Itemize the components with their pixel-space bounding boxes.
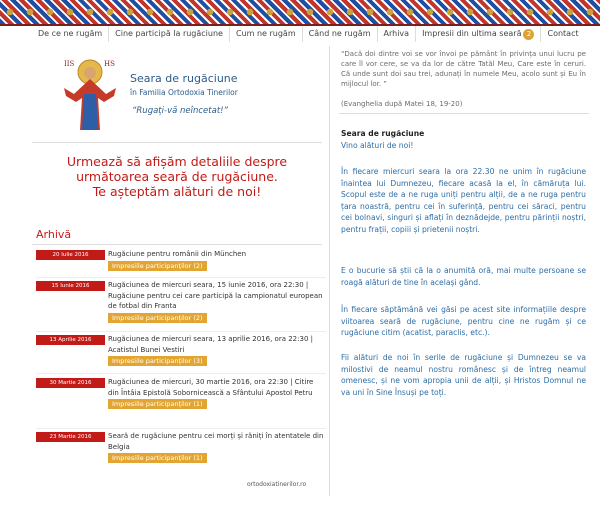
entry-title-link[interactable]: Rugăciunea de miercuri seara, 13 aprilie 2016, ora 22:30 | Acatistul Bunei Vestiri <box>108 335 313 354</box>
entry-title-link[interactable]: Seară de rugăciune pentru cei morți și răniți în atentatele din Belgia <box>108 432 324 451</box>
impressions-count-badge: 2 <box>523 29 534 40</box>
decorative-top-pattern <box>0 0 600 26</box>
paragraph: E o bucurie să știi că la o anumită oră, mai multe persoane se roagă alături de tine în același gând. <box>341 266 586 287</box>
entry-date: 15 Iunie 2016 <box>36 281 105 291</box>
site-subtitle: în Familia Ortodoxia Tinerilor <box>130 88 238 97</box>
entry-body <box>108 431 324 464</box>
nav-cand-ne-rugam[interactable] <box>303 26 378 42</box>
top-navigation <box>32 26 585 42</box>
nav-de-ce-ne-rugam[interactable] <box>32 26 109 42</box>
impressions-button[interactable]: Impresiile participanților (1) <box>108 453 207 463</box>
entry-title-link[interactable]: Rugăciunea de miercuri, 30 martie 2016, ora 22:30 | Citire din Întâia Epistolă Sobornicească a Sfântului Apostol Petru <box>108 378 314 397</box>
impressions-button[interactable]: Impresiile participanților (3) <box>108 356 207 366</box>
separator <box>32 244 322 245</box>
nav-impresii[interactable] <box>416 26 541 42</box>
nav-cum-ne-rugam[interactable] <box>230 26 303 42</box>
entry-title-link[interactable]: Rugăciune pentru românii din München <box>108 250 247 258</box>
entry-separator <box>36 428 326 429</box>
entry-separator <box>36 373 326 374</box>
nav-cine-participa[interactable] <box>109 26 230 42</box>
scripture-source: (Evanghelia după Matei 18, 19-20) <box>341 100 463 108</box>
nav-label: Când ne rugăm <box>308 29 371 38</box>
announcement-line: Te așteptăm alături de noi! <box>92 184 262 199</box>
paragraph: În fiecare săptămână vei găsi pe acest site informațiile despre viitoarea seară de rugăciune, pentru cine ne rugăm și ce rugăciune citim (acatist, paraclis, etc.). <box>341 305 586 337</box>
entry-body <box>108 249 324 271</box>
entry-date: 13 Aprilie 2016 <box>36 335 105 345</box>
nav-arhiva[interactable] <box>378 26 417 42</box>
entry-body <box>108 280 324 323</box>
icon-letters-right: HS <box>104 60 115 68</box>
impressions-button[interactable]: Impresiile participanților (2) <box>108 313 207 323</box>
scripture-quote: “Dacă doi dintre voi se vor învoi pe pământ în privința unui lucru pe care îl vor cere, se va da lor de către Tatăl Meu, Care este în ceruri. Că unde sunt doi sau trei, adunați în numele Meu, acolo sunt și Eu în mijlocul lor. ” <box>341 50 586 88</box>
nav-label: Arhiva <box>383 29 410 38</box>
section-subtitle: Vino alături de noi! <box>341 141 414 150</box>
entry-date: 20 Iulie 2016 <box>36 250 105 260</box>
announcement-line: următoarea seară de rugăciune. <box>76 169 278 184</box>
column-divider <box>329 46 330 496</box>
nav-contact[interactable] <box>541 26 584 42</box>
announcement-line: Urmează să afișăm detaliile despre <box>66 154 288 169</box>
site-motto: “Rugați-vă neîncetat!” <box>132 106 228 116</box>
separator <box>32 142 322 143</box>
entry-separator <box>36 331 326 332</box>
entry-title-link[interactable]: Rugăciunea de miercuri seara, 15 iunie 2016, ora 22:30 | Rugăciune pentru cei care participă la campionatul european de fotbal din Franta <box>108 281 323 310</box>
archive-heading: Arhivă <box>36 228 72 241</box>
icon-letters-left: IIS <box>64 60 75 68</box>
site-title[interactable]: Seara de rugăciune <box>130 72 238 85</box>
paragraph: În fiecare miercuri seara la ora 22.30 ne unim în rugăciune înaintea lui Dumnezeu, fiecare acasă la el, în cămăruța lui. Scopul este de a ne ruga uniți pentru alții, de a ne ruga pentru țara noastră, pentru cei în suferință, pentru cei săraci, pentru cei bolnavi, singuri și aflați în deznădejde, pentru părinții noștri, pentru frații, copiii și prietenii noștri. <box>341 167 586 234</box>
footer-site-link[interactable]: ortodoxiatinerilor.ro <box>247 481 307 488</box>
announcement <box>32 154 322 199</box>
entry-body <box>108 377 324 410</box>
nav-label: Impresii din ultima seară <box>422 29 522 38</box>
paragraph: Fii alături de noi în serile de rugăciune și Dumnezeu se va milostivi de neamul nostru românesc și de întreg neamul omenesc, și ne vom apropia unii de alții, și Hristos Domnul ne va uni în Sine Însuși pe toți. <box>341 353 586 397</box>
entry-date: 23 Martie 2016 <box>36 432 105 442</box>
nav-label: Cum ne rugăm <box>235 29 296 38</box>
separator <box>339 113 589 114</box>
entry-body <box>108 334 324 367</box>
impressions-button[interactable]: Impresiile participanților (1) <box>108 399 207 409</box>
impressions-button[interactable]: Impresiile participanților (2) <box>108 261 207 271</box>
entry-date: 30 Martie 2016 <box>36 378 105 388</box>
nav-label: Contact <box>547 29 579 38</box>
nav-label: De ce ne rugăm <box>38 29 103 38</box>
christ-pantocrator-icon <box>60 54 120 130</box>
entry-separator <box>36 277 326 278</box>
section-title: Seara de rugăciune <box>341 129 425 138</box>
nav-label: Cine participă la rugăciune <box>115 29 223 38</box>
